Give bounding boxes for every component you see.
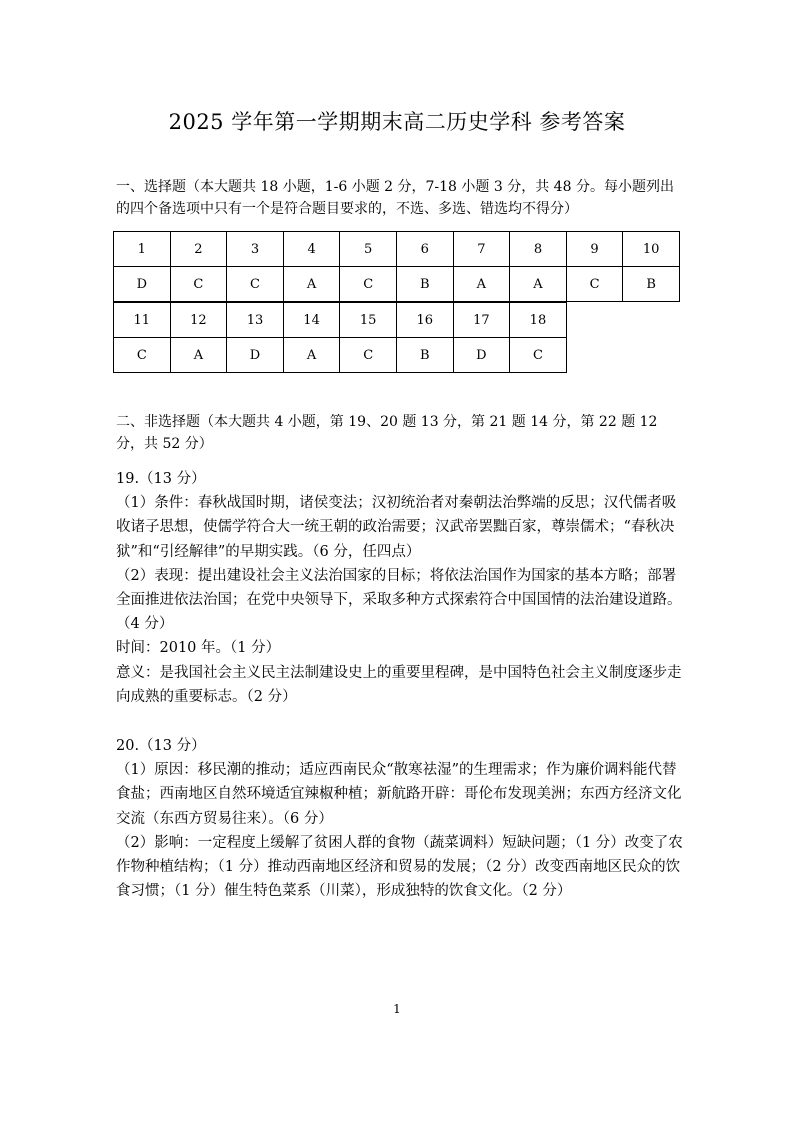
question-19 bbox=[116, 467, 686, 709]
table-row-numbers bbox=[114, 303, 567, 338]
question-number-cell: 13 bbox=[227, 303, 284, 338]
question-20-heading: 20.（13 分） bbox=[116, 738, 206, 754]
question-19-heading: 19.（13 分） bbox=[116, 471, 206, 487]
answer-cell: D bbox=[453, 338, 510, 373]
question-number-cell: 14 bbox=[283, 303, 340, 338]
answer-cell: C bbox=[566, 267, 623, 302]
answer-cell: A bbox=[170, 338, 227, 373]
question-number-cell: 12 bbox=[170, 303, 227, 338]
question-number-cell: 11 bbox=[114, 303, 171, 338]
answer-cell: D bbox=[114, 267, 171, 302]
question-20 bbox=[116, 734, 686, 903]
page-title: 2025 学年第一学期期末高二历史学科 参考答案 bbox=[168, 110, 626, 134]
question-number-cell: 8 bbox=[510, 232, 567, 267]
answer-cell: D bbox=[227, 338, 284, 373]
answer-cell: A bbox=[453, 267, 510, 302]
question-19-meaning: 意义：是我国社会主义民主法制建设史上的重要里程碑，是中国特色社会主义制度逐步走向成熟的重要标志。（2 分） bbox=[116, 664, 682, 705]
question-19-time: 时间：2010 年。（1 分） bbox=[116, 640, 281, 657]
answer-cell: A bbox=[283, 267, 340, 302]
answer-cell: B bbox=[396, 267, 453, 302]
question-19-part2: （2）表现：提出建设社会主义法治国家的目标；将依法治国作为国家的基本方略；部署全面推进依法治国；在党中央领导下，采取多种方式探索符合中国国情的法治建设道路。（4 分） bbox=[116, 567, 682, 633]
page-number: 1 bbox=[393, 1002, 401, 1016]
question-number-cell: 3 bbox=[227, 232, 284, 267]
question-19-part1: （1）条件：春秋战国时期，诸侯变法；汉初统治者对秦朝法治弊端的反思；汉代儒者吸收诸子思想，使儒学符合大一统王朝的政治需要；汉武帝罢黜百家，尊崇儒术；“春秋决狱”和“引经解律”的早期实践。（6 分，任四点） bbox=[116, 495, 677, 560]
section1-heading: 一、选择题（本大题共 18 小题，1-6 小题 2 分，7-18 小题 3 分，共 48 分。每小题列出的四个备选项中只有一个是符合题目要求的，不选、多选、错选均不得分） bbox=[116, 179, 674, 217]
question-20-part1: （1）原因：移民潮的推动；适应西南民众“散寒祛湿”的生理需求；作为廉价调料能代替食盐；西南地区自然环境适宜辣椒种植；新航路开辟：哥伦布发现美洲；东西方经济文化交流（东西方贸易往来）。（6 分） bbox=[116, 762, 682, 827]
answer-cell: B bbox=[396, 338, 453, 373]
table-row-answers bbox=[114, 338, 567, 373]
question-number-cell: 9 bbox=[566, 232, 623, 267]
question-number-cell: 2 bbox=[170, 232, 227, 267]
table-row-numbers bbox=[114, 232, 680, 267]
answer-table-row1 bbox=[113, 231, 680, 302]
section2-heading: 二、非选择题（本大题共 4 小题，第 19、20 题 13 分，第 21 题 14 分，第 22 题 12 分，共 52 分） bbox=[116, 414, 658, 452]
answer-cell: C bbox=[114, 338, 171, 373]
answer-table-row2 bbox=[113, 302, 567, 373]
answer-cell: C bbox=[510, 338, 567, 373]
question-number-cell: 4 bbox=[283, 232, 340, 267]
answer-cell: C bbox=[170, 267, 227, 302]
question-number-cell: 1 bbox=[114, 232, 171, 267]
question-number-cell: 18 bbox=[510, 303, 567, 338]
question-number-cell: 10 bbox=[623, 232, 680, 267]
question-number-cell: 16 bbox=[396, 303, 453, 338]
question-20-part2: （2）影响：一定程度上缓解了贫困人群的食物（蔬菜调料）短缺问题；（1 分）改变了农作物种植结构；（1 分）推动西南地区经济和贸易的发展；（2 分）改变西南地区民众的饮食习惯；（1 分）催生特色菜系（川菜），形成独特的饮食文化。（2 分） bbox=[116, 834, 683, 900]
question-number-cell: 6 bbox=[396, 232, 453, 267]
answer-cell: B bbox=[623, 267, 680, 302]
question-number-cell: 5 bbox=[340, 232, 397, 267]
table-row-answers bbox=[114, 267, 680, 302]
answer-cell: A bbox=[510, 267, 567, 302]
question-number-cell: 15 bbox=[340, 303, 397, 338]
answer-cell: A bbox=[283, 338, 340, 373]
answer-cell: C bbox=[340, 267, 397, 302]
answer-cell: C bbox=[227, 267, 284, 302]
question-number-cell: 7 bbox=[453, 232, 510, 267]
answer-cell: C bbox=[340, 338, 397, 373]
question-number-cell: 17 bbox=[453, 303, 510, 338]
